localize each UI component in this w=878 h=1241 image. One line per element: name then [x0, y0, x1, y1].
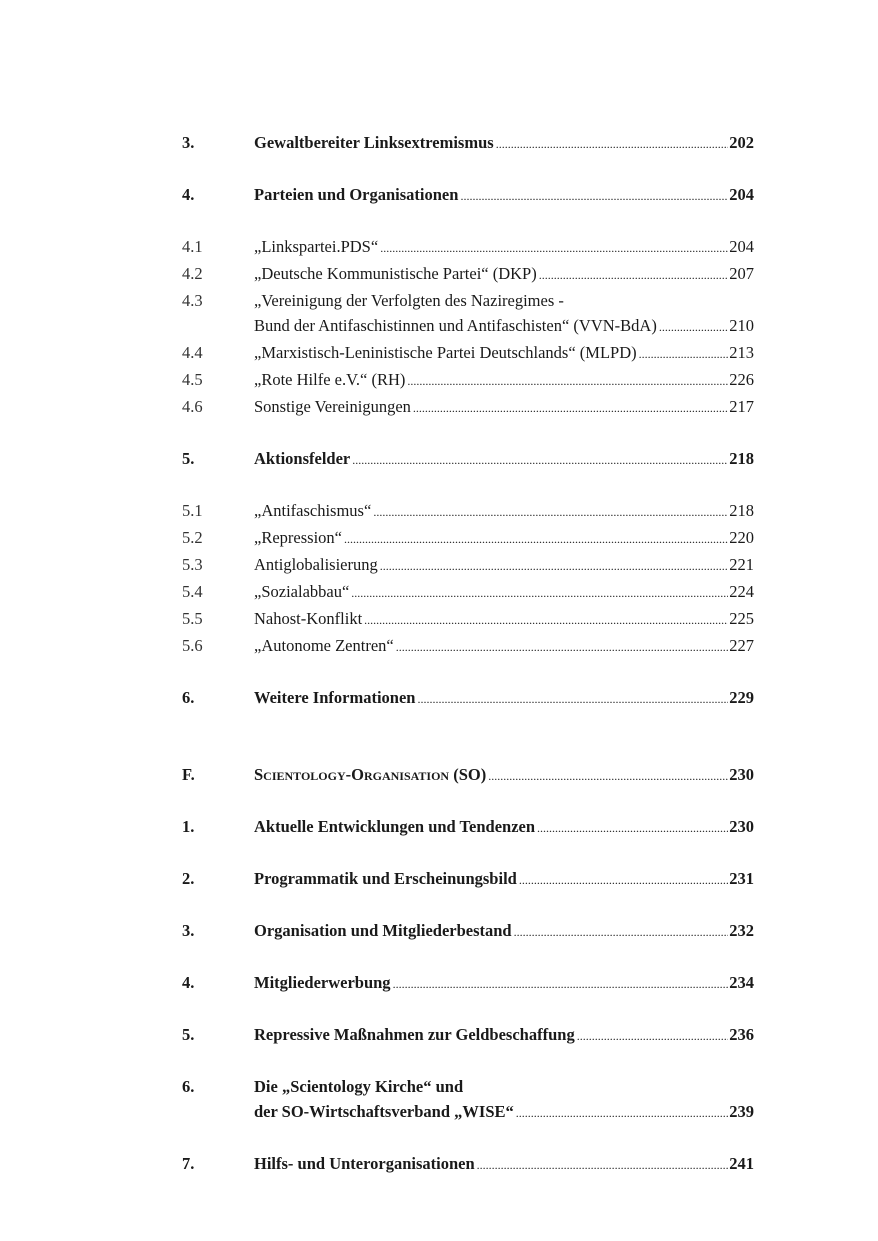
dot-leader — [380, 236, 728, 261]
dot-leader — [344, 527, 728, 552]
toc-entry-5-6 — [182, 633, 754, 660]
dot-leader — [577, 1024, 729, 1049]
toc-entry-6 — [182, 685, 754, 712]
dot-leader — [659, 315, 728, 340]
chapter-letter: F. — [182, 765, 195, 784]
toc-entry-F-5 — [182, 1022, 754, 1049]
section-number: 4.2 — [182, 264, 203, 283]
page-number: 210 — [729, 316, 754, 335]
page-number: 226 — [729, 370, 754, 389]
page-number: 232 — [729, 921, 754, 940]
toc-entry-4 — [182, 182, 754, 209]
section-number: 6. — [182, 1077, 195, 1096]
section-title: „Linkspartei.PDS“ — [254, 237, 379, 256]
toc-chapter-F — [182, 762, 754, 789]
section-number: 7. — [182, 1154, 195, 1173]
chapter-title: Scientology-Organisation (SO) — [254, 765, 487, 784]
dot-leader — [393, 972, 729, 997]
section-number: 4.6 — [182, 397, 203, 416]
section-number: 4. — [182, 185, 195, 204]
toc-entry-4-1 — [182, 234, 754, 261]
dot-leader — [380, 554, 729, 579]
section-title-line-2: Bund der Antifaschistinnen und Antifaschisten“ (VVN-BdA) — [254, 316, 657, 335]
section-title: „Repression“ — [254, 528, 342, 547]
page-number: 241 — [729, 1154, 754, 1173]
dot-leader — [352, 448, 728, 473]
section-title: Antiglobalisierung — [254, 555, 378, 574]
page-number: 221 — [729, 555, 754, 574]
page-number: 213 — [729, 343, 754, 362]
section-title: „Deutsche Kommunistische Partei“ (DKP) — [254, 264, 537, 283]
dot-leader — [514, 920, 729, 945]
dot-leader — [407, 369, 728, 394]
section-title: Sonstige Vereinigungen — [254, 397, 411, 416]
section-number: 4.3 — [182, 291, 203, 310]
section-number: 5. — [182, 1025, 195, 1044]
dot-leader — [519, 868, 728, 893]
dot-leader — [351, 581, 728, 606]
page-number: 230 — [729, 817, 754, 836]
section-title: „Antifaschismus“ — [254, 501, 372, 520]
section-title: „Sozialabbau“ — [254, 582, 350, 601]
section-title-line-1: Die „Scientology Kirche“ und — [254, 1077, 464, 1096]
section-title-line-2: der SO-Wirtschaftsverband „WISE“ — [254, 1102, 514, 1121]
dot-leader — [460, 184, 728, 209]
section-number: 3. — [182, 133, 195, 152]
page-number: 229 — [729, 688, 754, 707]
section-number: 1. — [182, 817, 195, 836]
section-title-line-1: „Vereinigung der Verfolgten des Naziregimes - — [254, 291, 564, 310]
dot-leader — [539, 263, 729, 288]
section-title: Organisation und Mitgliederbestand — [254, 921, 512, 940]
toc-entry-5-5 — [182, 606, 754, 633]
dot-leader — [639, 342, 729, 367]
section-number: 4.4 — [182, 343, 203, 362]
section-title: Repressive Maßnahmen zur Geldbeschaffung — [254, 1025, 575, 1044]
toc-entry-4-5 — [182, 367, 754, 394]
page-number: 207 — [729, 264, 754, 283]
toc-entry-F-1 — [182, 814, 754, 841]
toc-entry-4-4 — [182, 340, 754, 367]
toc-entry-F-3 — [182, 918, 754, 945]
toc-entry-5-3 — [182, 552, 754, 579]
dot-leader — [364, 608, 728, 633]
toc-entry-3 — [182, 130, 754, 157]
toc-entry-F-6 — [182, 1074, 754, 1126]
section-number: 3. — [182, 921, 195, 940]
section-number: 4. — [182, 973, 195, 992]
page-number: 225 — [729, 609, 754, 628]
toc-entry-F-7 — [182, 1151, 754, 1178]
page-number: 218 — [729, 449, 754, 468]
section-number: 4.1 — [182, 237, 203, 256]
section-title: Aktionsfelder — [254, 449, 351, 468]
section-number: 5.5 — [182, 609, 203, 628]
toc-entry-5-4 — [182, 579, 754, 606]
toc-entry-F-2 — [182, 866, 754, 893]
dot-leader — [537, 816, 728, 841]
toc-entry-5-2 — [182, 525, 754, 552]
dot-leader — [516, 1101, 729, 1126]
section-number: 5.2 — [182, 528, 203, 547]
section-number: 5.1 — [182, 501, 203, 520]
dot-leader — [413, 396, 728, 421]
toc-entry-4-3 — [182, 288, 754, 340]
dot-leader — [373, 500, 728, 525]
toc-entry-5 — [182, 446, 754, 473]
page-number: 227 — [729, 636, 754, 655]
section-number: 5. — [182, 449, 195, 468]
section-number: 6. — [182, 688, 195, 707]
page-number: 220 — [729, 528, 754, 547]
dot-leader — [496, 132, 729, 157]
section-number: 5.6 — [182, 636, 203, 655]
dot-leader — [477, 1153, 729, 1178]
dot-leader — [396, 635, 729, 660]
section-number: 4.5 — [182, 370, 203, 389]
page-number: 204 — [729, 237, 754, 256]
section-title: Mitgliederwerbung — [254, 973, 391, 992]
table-of-contents — [182, 130, 754, 1178]
section-title: Hilfs- und Unterorganisationen — [254, 1154, 475, 1173]
page-number: 217 — [729, 397, 754, 416]
toc-entry-5-1 — [182, 498, 754, 525]
section-title: Parteien und Organisationen — [254, 185, 459, 204]
section-title: „Marxistisch-Leninistische Partei Deutschlands“ (MLPD) — [254, 343, 637, 362]
dot-leader — [488, 764, 728, 789]
page-number: 239 — [729, 1102, 754, 1121]
toc-entry-4-6 — [182, 394, 754, 421]
page-number: 218 — [729, 501, 754, 520]
section-number: 5.4 — [182, 582, 203, 601]
toc-entry-4-2 — [182, 261, 754, 288]
page-number: 234 — [729, 973, 754, 992]
section-title: Aktuelle Entwicklungen und Tendenzen — [254, 817, 536, 836]
section-number: 2. — [182, 869, 195, 888]
toc-entry-F-4 — [182, 970, 754, 997]
page-number: 202 — [729, 133, 754, 152]
page-number: 231 — [729, 869, 754, 888]
section-title: „Autonome Zentren“ — [254, 636, 394, 655]
page-number: 204 — [729, 185, 754, 204]
section-title: Programmatik und Erscheinungsbild — [254, 869, 517, 888]
section-number: 5.3 — [182, 555, 203, 574]
section-title: Weitere Informationen — [254, 688, 416, 707]
page-number: 230 — [729, 765, 754, 784]
page-number: 224 — [729, 582, 754, 601]
page-number: 236 — [729, 1025, 754, 1044]
section-title: Nahost-Konflikt — [254, 609, 363, 628]
section-title: Gewaltbereiter Linksextremismus — [254, 133, 494, 152]
section-title: „Rote Hilfe e.V.“ (RH) — [254, 370, 406, 389]
dot-leader — [417, 687, 728, 712]
